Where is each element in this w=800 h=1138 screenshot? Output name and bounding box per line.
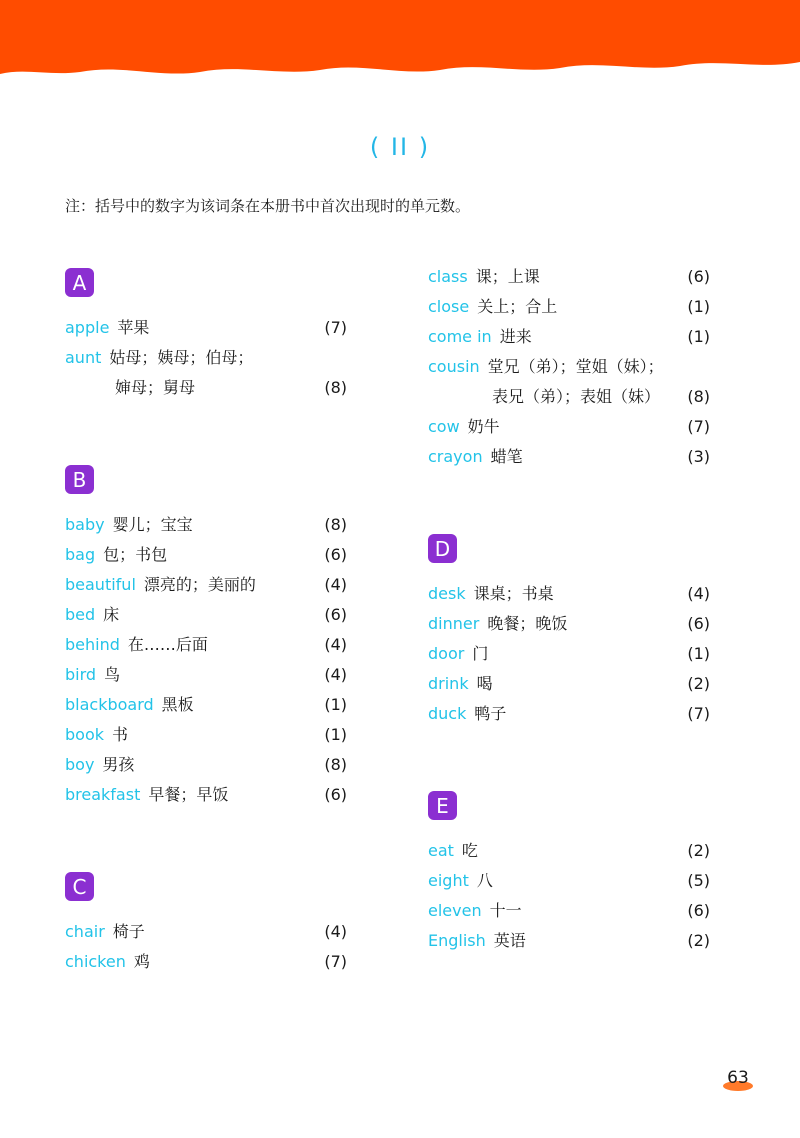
section-d <box>428 534 713 729</box>
list-item: baby 婴儿；宝宝 (8) <box>65 515 347 534</box>
list-item: book 书 (1) <box>65 725 347 744</box>
letter-badge: C <box>65 872 94 901</box>
left-column <box>65 268 350 1039</box>
list-item: breakfast 早餐；早饭 (6) <box>65 785 347 804</box>
list-item-continuation: 表兄（弟）；表姐（妹） (8) <box>492 387 710 406</box>
page-number <box>718 1066 758 1094</box>
list-item: crayon 蜡笔 (3) <box>428 447 710 466</box>
section-a <box>65 268 350 403</box>
list-item: duck 鸭子 (7) <box>428 704 710 723</box>
list-item: English 英语 (2) <box>428 931 710 950</box>
list-item: blackboard 黑板 (1) <box>65 695 347 714</box>
letter-badge: B <box>65 465 94 494</box>
list-item: class 课；上课 (6) <box>428 267 710 286</box>
list-item: bird 鸟 (4) <box>65 665 347 684</box>
list-item: eight 八 (5) <box>428 871 710 890</box>
letter-badge: D <box>428 534 457 563</box>
list-item: aunt 姑母；姨母；伯母； <box>65 348 254 367</box>
list-item: cousin 堂兄（弟）；堂姐（妹）； <box>428 357 664 376</box>
list-item: come in 进来 (1) <box>428 327 710 346</box>
page-number-text: 63 <box>727 1068 749 1088</box>
list-item: dinner 晚餐；晚饭 (6) <box>428 614 710 633</box>
letter-badge: A <box>65 268 94 297</box>
list-item: behind 在……后面 (4) <box>65 635 347 654</box>
usage-note: 注：括号中的数字为该词条在本册书中首次出现时的单元数。 <box>65 197 471 215</box>
list-item-continuation: 婶母；舅母 (8) <box>115 378 347 397</box>
list-item: beautiful 漂亮的；美丽的 (4) <box>65 575 347 594</box>
list-item: door 门 (1) <box>428 644 710 663</box>
top-orange-band <box>0 0 800 90</box>
page-title: ( II ) <box>369 133 431 161</box>
right-column <box>428 262 713 1018</box>
list-item: bed 床 (6) <box>65 605 347 624</box>
list-item: chair 椅子 (4) <box>65 922 347 941</box>
list-item: eat 吃 (2) <box>428 841 710 860</box>
section-b <box>65 465 350 810</box>
list-item: chicken 鸡 (7) <box>65 952 347 971</box>
list-item: boy 男孩 (8) <box>65 755 347 774</box>
letter-badge: E <box>428 791 457 820</box>
list-item: apple 苹果 (7) <box>65 318 347 337</box>
section-e <box>428 791 713 956</box>
list-item: close 关上；合上 (1) <box>428 297 710 316</box>
list-item: drink 喝 (2) <box>428 674 710 693</box>
section-c <box>65 872 350 977</box>
list-item: eleven 十一 (6) <box>428 901 710 920</box>
list-item: cow 奶牛 (7) <box>428 417 710 436</box>
list-item: desk 课桌；书桌 (4) <box>428 584 710 603</box>
section-c-continued <box>428 262 713 472</box>
list-item: bag 包；书包 (6) <box>65 545 347 564</box>
